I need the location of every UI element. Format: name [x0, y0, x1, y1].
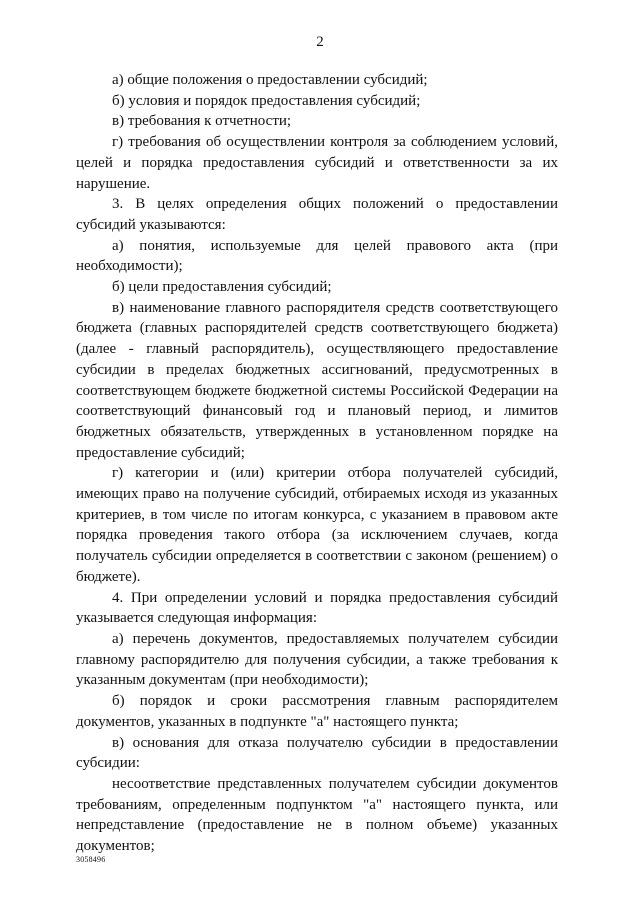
paragraph-3: 3. В целях определения общих положений о предоставлении субсидий указываются: [76, 196, 558, 233]
paragraph-3a: а) понятия, используемые для целей правового акта (при необходимости); [76, 237, 558, 275]
page-number: 2 [316, 34, 324, 50]
paragraph-1b: б) условия и порядок предоставления субсидий; [112, 92, 421, 109]
document-id: 3058496 [76, 855, 106, 864]
paragraph-1a: а) общие положения о предоставлении субсидий; [112, 72, 428, 88]
paragraph-3d: г) категории и (или) критерии отбора получателей субсидий, имеющих право на получение субсидий, отбираемых исходя из указанных критериев, в том числе по итогам конкурса, с указанием в правовом акте порядка проведения такого отбора (за исключением случаев, когда получатель субсидии определяется в соответствии с законом (решением) о бюджете). [76, 465, 558, 585]
document-body [76, 70, 558, 857]
paragraph-3b: б) цели предоставления субсидий; [112, 279, 332, 296]
paragraph-4c: в) основания для отказа получателю субсидии в предоставлении субсидии: [76, 734, 558, 772]
paragraph-1c: в) требования к отчетности; [112, 113, 292, 130]
paragraph-1d: г) требования об осуществлении контроля за соблюдением условий, целей и порядка предоставления субсидий и ответственности за их нарушение. [76, 134, 558, 192]
paragraph-4b: б) порядок и сроки рассмотрения главным распорядителем документов, указанных в подпункте "а" настоящего пункта; [76, 693, 558, 730]
paragraph-4: 4. При определении условий и порядка предоставления субсидий указывается следующая информация: [76, 589, 558, 627]
paragraph-4c-item: несоответствие представленных получателем субсидии документов требованиям, определенным подпунктом "а" настоящего пункта, или непредставление (предоставление не в полном объеме) указанных документов; [76, 775, 558, 855]
paragraph-3c: в) наименование главного распорядителя средств соответствующего бюджета (главных распорядителей средств соответствующего бюджета) (далее - главный распорядитель), осуществляющего предоставление субсидии в пределах бюджетных ассигнований, предусмотренных в соответствующем бюджете бюджетной системы Российской Федерации на соответствующий финансовый год и плановый период, и лимитов бюджетных обязательств, утвержденных в установленном порядке на предоставление субсидий; [76, 299, 558, 461]
paragraph-4a: а) перечень документов, предоставляемых получателем субсидии главному распорядителю для получения субсидии, а также требования к указанным документам (при необходимости); [76, 630, 558, 689]
